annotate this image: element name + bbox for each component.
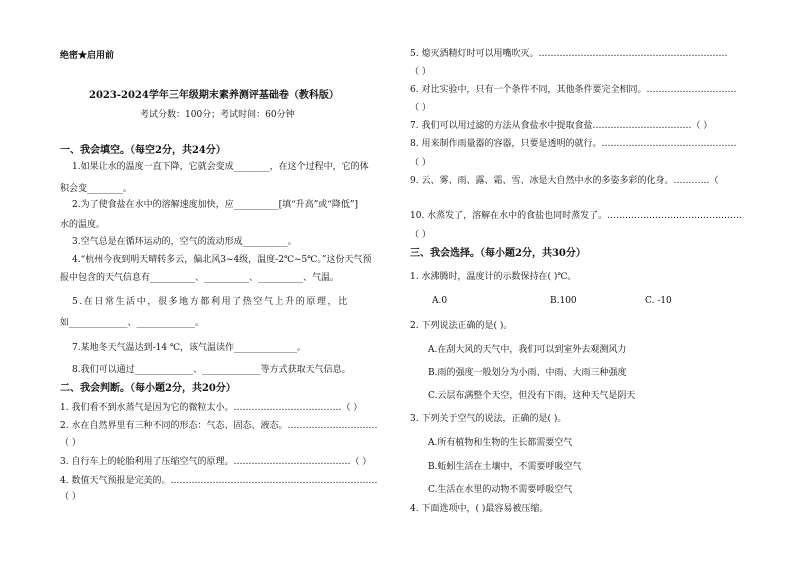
s2-q1: 1. 我们看不到水蒸气是因为它的微粒太小。………………………………（ ） xyxy=(60,403,363,413)
s3-q2-opt-b: B.雨的强度一般划分为小雨、中雨、大雨三种强度 xyxy=(428,368,627,378)
s3-q1: 1. 水沸腾时，温度计的示数保持在( )℃。 xyxy=(410,272,577,282)
s2-q10-paren: （ ） xyxy=(410,230,431,240)
s2-q4-paren: （ ） xyxy=(60,492,81,502)
s2-q2: 2. 水在自然界里有三种不同的形态：气态、固态、液态。………………………… xyxy=(60,421,378,431)
s3-q2-opt-c: C.云层布满整个天空，但没有下雨，这种天气是阴天 xyxy=(428,391,636,401)
s2-q4: 4. 数值天气预报是完美的。…………………………………………………………… xyxy=(60,476,378,486)
section3-heading: 三、我会选择。（每小题2分，共30分） xyxy=(410,248,586,259)
secret-label: 绝密★启用前 xyxy=(60,51,115,61)
s1-q4-line2: 报中包含的天气信息有__________、__________、__________、气温。 xyxy=(60,273,340,283)
s1-q1-line1: 1.如果让水的温度一直下降，它就会变成________，在这个过程中，它的体 xyxy=(72,162,369,172)
exam-title: 2023-2024学年三年级期末素养测评基础卷（教科版） xyxy=(89,90,339,101)
s1-q5-line2: 如_____________、_____________。 xyxy=(60,318,205,328)
s2-q9: 9. 云、雾、雨、露、霜、雪、冰是大自然中水的多姿多彩的化身。…………（ xyxy=(410,176,719,186)
s2-q8-paren: （ ） xyxy=(410,158,431,168)
s1-q8: 8.我们可以通过_____________、_____________等方式获取天气信息。 xyxy=(72,365,351,375)
s1-q4-line1: 4.“杭州今夜到明天晴转多云，偏北风3~4级，温度-2℃~5℃。”这份天气预 xyxy=(72,255,372,265)
s1-q2-line1: 2.为了使食盐在水中的溶解速度加快，应__________[填“升高”或“降低”] xyxy=(72,200,359,210)
s1-q1-line2: 积会变________。 xyxy=(60,184,133,194)
s2-q3: 3. 自行车上的轮胎利用了压缩空气的原理。…………………………………（ ） xyxy=(60,457,372,467)
s3-q3: 3. 下列关于空气的说法，正确的是( )。 xyxy=(410,414,567,424)
s2-q2-paren: （ ） xyxy=(60,438,81,448)
s3-q2: 2. 下列说法正确的是( )。 xyxy=(410,321,513,331)
s3-q3-opt-a: A.所有植物和生物的生长都需要空气 xyxy=(428,438,573,448)
s1-q7: 7.某地冬天气温达到-14 ℃，该气温读作______________。 xyxy=(72,343,307,353)
s3-q3-opt-b: B.蚯蚓生活在土壤中，不需要呼吸空气 xyxy=(428,462,582,472)
s3-q3-opt-c: C.生活在水里的动物不需要呼吸空气 xyxy=(428,485,573,495)
s2-q7: 7. 我们可以用过滤的方法从食盐水中提取食盐……………………………（ ） xyxy=(410,121,713,131)
s2-q8: 8. 用来制作雨量器的容器，只要是透明的就行。……………………………………… xyxy=(410,139,737,149)
s2-q10: 10. 水蒸发了，溶解在水中的食盐也同时蒸发了。……………………………………… xyxy=(410,211,743,221)
s2-q5-paren: （ ） xyxy=(410,67,431,77)
s2-q5: 5. 熄灭酒精灯时可以用嘴吹灭。……………………………………………………… xyxy=(410,49,728,59)
s1-q2-line2: 水的温度。 xyxy=(60,220,106,230)
s1-q3: 3.空气总是在循环运动的，空气的流动形成__________。 xyxy=(72,237,297,247)
s3-q1-opt-b: B.100 xyxy=(550,296,577,306)
section1-heading: 一、我会填空。（每空2分，共24分） xyxy=(60,145,226,156)
s3-q1-opt-a: A.0 xyxy=(432,296,448,306)
s2-q6: 6. 对比实验中，只有一个条件不同，其他条件要完全相同。………………………… xyxy=(410,85,737,95)
s3-q1-opt-c: C. -10 xyxy=(645,296,672,306)
section2-heading: 二、我会判断。（每小题2分，共20分） xyxy=(60,383,236,394)
s3-q4: 4. 下面选项中，( )最容易被压缩。 xyxy=(410,504,549,514)
exam-meta: 考试分数：100分；考试时间：60分钟 xyxy=(140,110,295,120)
s3-q2-opt-a: A.在刮大风的天气中，我们可以到室外去观测风力 xyxy=(428,345,627,355)
s2-q6-paren: （ ） xyxy=(410,103,431,113)
s1-q5-line1: 5.在日常生活中，很多地方都利用了热空气上升的原理，比 xyxy=(72,297,349,307)
